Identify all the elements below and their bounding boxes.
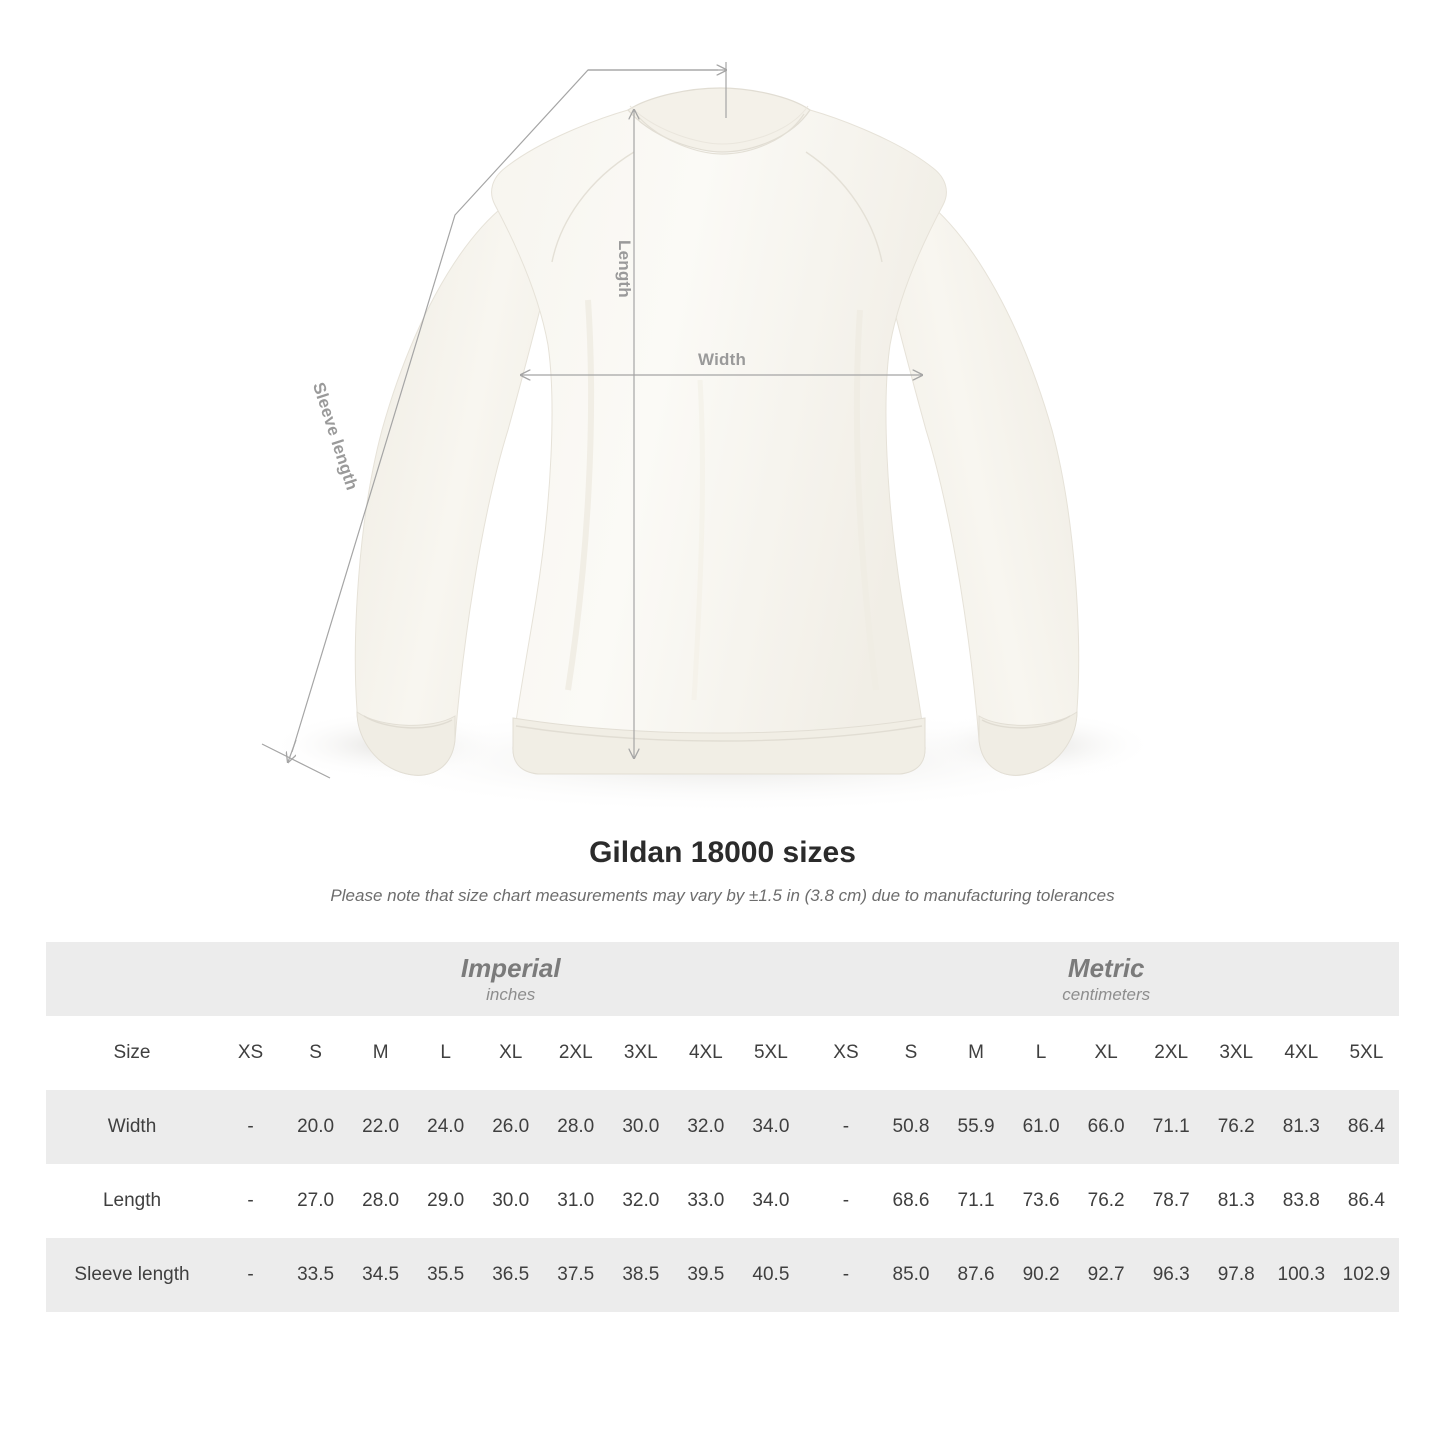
row-label-sleeve-length: Sleeve length	[46, 1238, 218, 1312]
page-title: Gildan 18000 sizes	[589, 836, 856, 869]
cell-sleeve-imp-0: -	[218, 1238, 283, 1312]
cell-sleeve-imp-3: 35.5	[413, 1238, 478, 1312]
cell-length-met-0: -	[813, 1164, 878, 1238]
unit-header-spacer	[46, 942, 218, 1016]
header-gap	[803, 1016, 813, 1090]
cell-length-met-6: 81.3	[1204, 1164, 1269, 1238]
row-label-length: Length	[46, 1164, 218, 1238]
row-gap-length	[803, 1164, 813, 1238]
cell-width-imp-8: 34.0	[738, 1090, 803, 1164]
cell-width-imp-2: 22.0	[348, 1090, 413, 1164]
size-table-wrap	[46, 942, 1399, 1312]
cell-width-imp-3: 24.0	[413, 1090, 478, 1164]
cell-length-imp-0: -	[218, 1164, 283, 1238]
cell-sleeve-imp-4: 36.5	[478, 1238, 543, 1312]
row-gap-width	[803, 1090, 813, 1164]
col-head-metric-2xl: 2XL	[1139, 1016, 1204, 1090]
cell-width-met-4: 66.0	[1074, 1090, 1139, 1164]
col-head-imperial-4xl: 4XL	[673, 1016, 738, 1090]
cell-length-met-5: 78.7	[1139, 1164, 1204, 1238]
cell-length-imp-7: 33.0	[673, 1164, 738, 1238]
cell-sleeve-met-1: 85.0	[878, 1238, 943, 1312]
cell-length-met-3: 73.6	[1009, 1164, 1074, 1238]
cell-sleeve-met-0: -	[813, 1238, 878, 1312]
length-dimension-label: Length	[615, 240, 634, 298]
cell-sleeve-met-8: 102.9	[1334, 1238, 1399, 1312]
cell-width-met-5: 71.1	[1139, 1090, 1204, 1164]
col-head-imperial-2xl: 2XL	[543, 1016, 608, 1090]
col-head-imperial-3xl: 3XL	[608, 1016, 673, 1090]
size-header-row	[46, 1016, 1399, 1090]
cell-length-imp-6: 32.0	[608, 1164, 673, 1238]
col-head-metric-l: L	[1009, 1016, 1074, 1090]
row-label-width: Width	[46, 1090, 218, 1164]
cell-width-met-1: 50.8	[878, 1090, 943, 1164]
cell-length-imp-8: 34.0	[738, 1164, 803, 1238]
cell-width-met-6: 76.2	[1204, 1090, 1269, 1164]
imperial-title: Imperial	[460, 952, 561, 983]
col-head-imperial-5xl: 5XL	[738, 1016, 803, 1090]
metric-unit: centimeters	[1062, 985, 1151, 1005]
col-head-metric-5xl: 5XL	[1334, 1016, 1399, 1090]
col-head-metric-xl: XL	[1074, 1016, 1139, 1090]
tolerance-note: Please note that size chart measurements may vary by ±1.5 in (3.8 cm) due to manufacturing tolerances	[330, 886, 1115, 905]
cell-length-met-8: 86.4	[1334, 1164, 1399, 1238]
col-head-metric-3xl: 3XL	[1204, 1016, 1269, 1090]
col-head-metric-s: S	[878, 1016, 943, 1090]
cell-width-imp-7: 32.0	[673, 1090, 738, 1164]
size-table	[46, 942, 1399, 1312]
cell-sleeve-met-4: 92.7	[1074, 1238, 1139, 1312]
cell-sleeve-met-5: 96.3	[1139, 1238, 1204, 1312]
col-head-metric-xs: XS	[813, 1016, 878, 1090]
unit-header-row	[46, 942, 1399, 1016]
imperial-group-header	[218, 942, 803, 1016]
cell-sleeve-imp-1: 33.5	[283, 1238, 348, 1312]
cell-sleeve-met-7: 100.3	[1269, 1238, 1334, 1312]
cell-width-imp-0: -	[218, 1090, 283, 1164]
unit-header-gap	[803, 942, 813, 1016]
col-head-imperial-m: M	[348, 1016, 413, 1090]
table-row	[46, 1090, 1399, 1164]
sleeve-length-dimension-label: Sleeve length	[308, 380, 362, 493]
row-gap-sleeve	[803, 1238, 813, 1312]
cell-sleeve-imp-8: 40.5	[738, 1238, 803, 1312]
cell-width-met-2: 55.9	[944, 1090, 1009, 1164]
cell-sleeve-met-2: 87.6	[944, 1238, 1009, 1312]
col-head-imperial-s: S	[283, 1016, 348, 1090]
col-head-imperial-xl: XL	[478, 1016, 543, 1090]
metric-group-header	[813, 942, 1399, 1016]
cell-length-imp-4: 30.0	[478, 1164, 543, 1238]
cell-length-met-2: 71.1	[944, 1164, 1009, 1238]
col-head-imperial-xs: XS	[218, 1016, 283, 1090]
col-head-metric-m: M	[944, 1016, 1009, 1090]
cell-length-met-7: 83.8	[1269, 1164, 1334, 1238]
cell-length-imp-2: 28.0	[348, 1164, 413, 1238]
col-head-metric-4xl: 4XL	[1269, 1016, 1334, 1090]
cell-length-imp-5: 31.0	[543, 1164, 608, 1238]
table-row	[46, 1238, 1399, 1312]
cell-width-met-3: 61.0	[1009, 1090, 1074, 1164]
cell-sleeve-imp-5: 37.5	[543, 1238, 608, 1312]
table-row	[46, 1164, 1399, 1238]
width-dimension-label: Width	[698, 350, 747, 369]
cell-width-imp-5: 28.0	[543, 1090, 608, 1164]
cell-sleeve-met-3: 90.2	[1009, 1238, 1074, 1312]
cell-sleeve-imp-7: 39.5	[673, 1238, 738, 1312]
metric-title: Metric	[1067, 952, 1145, 983]
cell-width-imp-6: 30.0	[608, 1090, 673, 1164]
cell-length-met-1: 68.6	[878, 1164, 943, 1238]
title-block	[0, 836, 1445, 906]
cell-length-imp-3: 29.0	[413, 1164, 478, 1238]
cell-length-met-4: 76.2	[1074, 1164, 1139, 1238]
cell-width-imp-4: 26.0	[478, 1090, 543, 1164]
cell-sleeve-imp-2: 34.5	[348, 1238, 413, 1312]
cell-width-met-7: 81.3	[1269, 1090, 1334, 1164]
cell-sleeve-imp-6: 38.5	[608, 1238, 673, 1312]
size-label: Size	[46, 1016, 218, 1090]
cell-width-met-8: 86.4	[1334, 1090, 1399, 1164]
cell-length-imp-1: 27.0	[283, 1164, 348, 1238]
cell-sleeve-met-6: 97.8	[1204, 1238, 1269, 1312]
cell-width-met-0: -	[813, 1090, 878, 1164]
cell-width-imp-1: 20.0	[283, 1090, 348, 1164]
col-head-imperial-l: L	[413, 1016, 478, 1090]
imperial-unit: inches	[486, 985, 536, 1005]
